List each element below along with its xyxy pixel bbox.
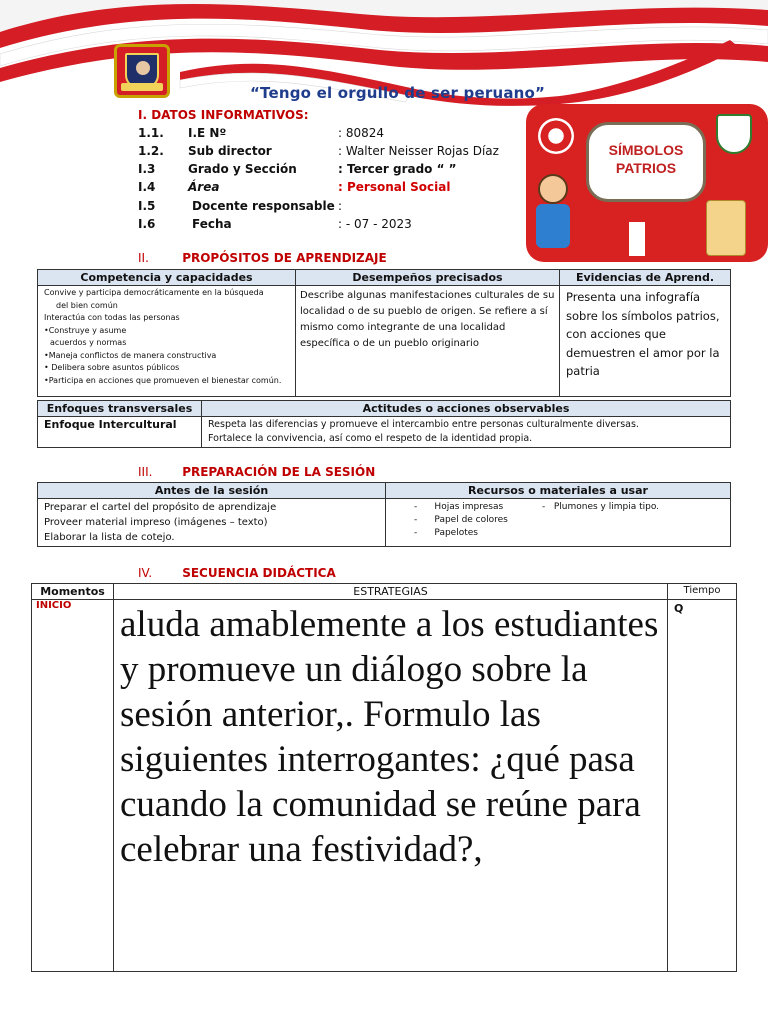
col-header-desempenos: Desempeños precisados — [296, 270, 560, 286]
competencia-line: •Construye y asume — [44, 325, 127, 335]
row-number: I.6 — [138, 217, 156, 231]
coat-of-arms-icon — [716, 114, 752, 154]
col-header-evidencias: Evidencias de Aprend. — [560, 270, 731, 286]
row-label: Área — [188, 180, 220, 194]
competencia-cell — [38, 286, 296, 397]
actitudes-cell — [202, 417, 731, 448]
section-3-heading — [138, 465, 375, 479]
row-value: : Personal Social — [338, 180, 451, 194]
col-header-recursos: Recursos o materiales a usar — [386, 483, 731, 499]
enfoques-table — [37, 400, 731, 448]
row-value: : Tercer grado “ ” — [338, 162, 457, 176]
rosette-icon — [538, 118, 574, 154]
school-logo — [114, 44, 170, 98]
col-header-competencia: Competencia y capacidades — [38, 270, 296, 286]
row-value: : — [338, 199, 343, 213]
col-header-actitudes: Actitudes o acciones observables — [202, 401, 731, 417]
competencia-line: Convive y participa democráticamente en la búsqueda — [44, 288, 264, 297]
row-label: Sub director — [188, 144, 272, 158]
antes-line: Proveer material impreso (imágenes – texto) — [44, 517, 268, 528]
row-number: I.5 — [138, 199, 156, 213]
row-number: I.4 — [138, 180, 156, 194]
section-4-heading — [138, 566, 336, 580]
evidencias-cell: Presenta una infografía sobre los símbolos patrios, con acciones que demuestren el amor por la patria — [560, 286, 731, 397]
row-number: I.3 — [138, 162, 156, 176]
propositos-table — [37, 269, 731, 397]
row-number: 1.1. — [138, 126, 164, 140]
recurso-item: - Papel de colores — [414, 515, 508, 525]
col-header-estrategias: ESTRATEGIAS — [114, 584, 668, 600]
antes-line: Preparar el cartel del propósito de aprendizaje — [44, 502, 277, 513]
competencia-line: del bien común — [56, 300, 118, 310]
actitud-line: Respeta las diferencias y promueve el intercambio entre personas culturalmente diversas. — [208, 419, 639, 430]
section-3-number: III. — [138, 465, 153, 479]
row-label: I.E Nº — [188, 126, 227, 140]
row-label: Fecha — [192, 217, 232, 231]
cartoon-boy-body — [536, 204, 570, 248]
desempenos-cell: Describe algunas manifestaciones culturales de su localidad o de su pueblo de origen. Se refiere a sí mismo como integrante de una localidad específica o de un pueblo originario — [296, 286, 560, 397]
antes-line: Elaborar la lista de cotejo. — [44, 532, 175, 543]
section-3-title: PREPARACIÓN DE LA SESIÓN — [182, 465, 376, 479]
section-4-number: IV. — [138, 566, 153, 580]
antes-cell — [38, 499, 386, 547]
row-value: : 80824 — [338, 126, 385, 140]
section-4-title: SECUENCIA DIDÁCTICA — [182, 566, 336, 580]
tiempo-value: Q — [668, 600, 737, 972]
preparacion-table — [37, 482, 731, 547]
section-1-title: DATOS INFORMATIVOS: — [151, 108, 309, 122]
row-value: : - 07 - 2023 — [338, 217, 412, 231]
col-header-enfoques: Enfoques transversales — [38, 401, 202, 417]
col-header-momentos: Momentos — [32, 584, 114, 600]
competencia-line: • Delibera sobre asuntos públicos — [44, 363, 180, 372]
recurso-item: - Plumones y limpia tipo. — [542, 502, 660, 512]
section-2-number: II. — [138, 251, 149, 265]
section-1-heading — [138, 108, 309, 122]
row-label: Grado y Sección — [188, 162, 297, 176]
competencia-line: acuerdos y normas — [50, 338, 127, 347]
recurso-label: Papelotes — [434, 528, 478, 538]
col-header-antes: Antes de la sesión — [38, 483, 386, 499]
recurso-item: - Hojas impresas — [414, 502, 504, 512]
competencia-line: •Maneja conflictos de manera constructiva — [44, 350, 217, 360]
recursos-cell — [386, 499, 731, 547]
row-value: : Walter Neisser Rojas Díaz — [338, 144, 499, 158]
actitud-line: Fortalece la convivencia, así como el respeto de la identidad propia. — [208, 433, 533, 444]
motto-title: “Tengo el orgullo de ser peruano” — [250, 84, 546, 102]
section-2-heading — [138, 251, 387, 265]
card-line-2: PATRIOS — [615, 160, 677, 176]
simbolos-card — [586, 122, 706, 202]
cartoon-boy-icon — [538, 174, 568, 204]
recurso-label: Papel de colores — [434, 515, 508, 525]
recurso-item: - Papelotes — [414, 528, 478, 538]
card-line-1: SÍMBOLOS — [608, 142, 684, 158]
momento-inicio: INICIO — [32, 600, 114, 972]
section-1-number: I. — [138, 108, 148, 122]
estrategia-text: aluda amablemente a los estudiantes y promueve un diálogo sobre la sesión anterior,. Formulo las siguientes interrogantes: ¿qué pasa cuando la comunidad se reúne para celebrar una festividad?, — [114, 600, 668, 972]
flag-icon — [612, 222, 662, 256]
row-label: Docente responsable — [192, 199, 335, 213]
secuencia-table — [31, 583, 737, 972]
enfoque-cell: Enfoque Intercultural — [38, 417, 202, 448]
col-header-tiempo: Tiempo — [668, 584, 737, 600]
recurso-label: Plumones y limpia tipo. — [553, 502, 660, 512]
row-number: 1.2. — [138, 144, 164, 158]
competencia-line: Interactúa con todas las personas — [44, 313, 180, 322]
section-2-title: PROPÓSITOS DE APRENDIZAJE — [182, 251, 387, 265]
simbolos-patrios-image — [526, 104, 768, 262]
recurso-label: Hojas impresas — [434, 502, 504, 512]
scroll-icon — [706, 200, 746, 256]
competencia-line: •Participa en acciones que promueven el bienestar común. — [44, 375, 282, 385]
